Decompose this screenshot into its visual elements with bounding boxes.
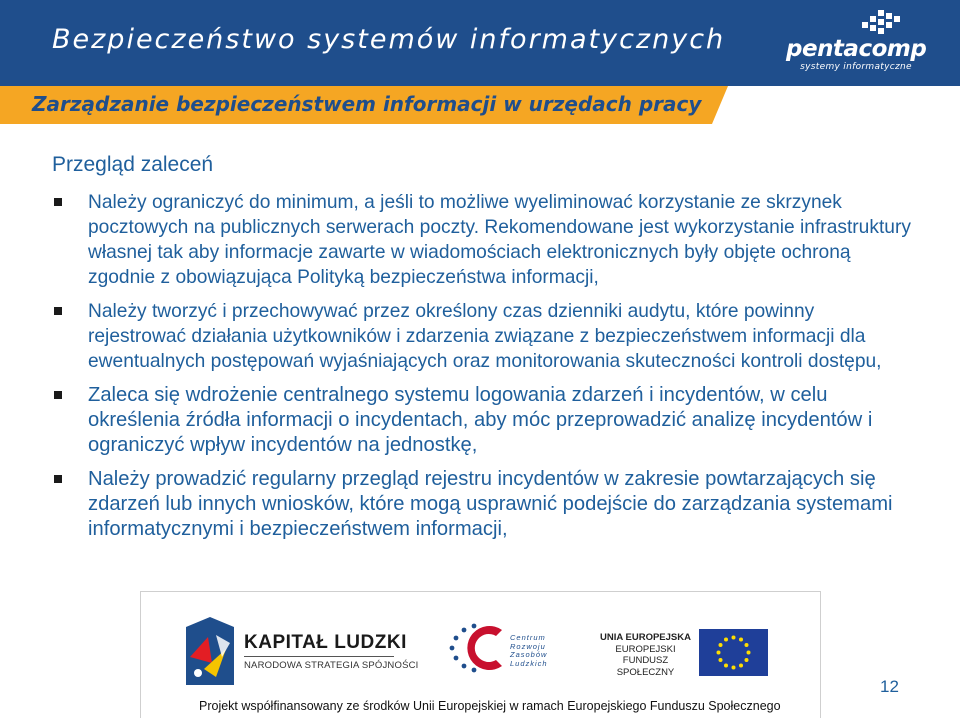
- pentacomp-logo: [786, 10, 936, 78]
- crzl-line: Zasobów: [510, 650, 548, 659]
- eu-star-icon: [719, 658, 723, 662]
- kapital-ludzki-title: KAPITAŁ LUDZKI: [244, 632, 407, 653]
- crzl-logo-icon: [448, 620, 508, 676]
- list-item-text: Zaleca się wdrożenie centralnego systemu logowania zdarzeń i incydentów, w celu określenia źródła informacji o incydentach, aby móc przeprowadzić analizę incydentów i ograniczyć wpływ incydentów na jednostkę,: [88, 384, 873, 456]
- crzl-line: Ludzkich: [510, 658, 548, 668]
- list-item-text: Należy ograniczyć do minimum, a jeśli to możliwe wyeliminować korzystanie ze skrzynek pocztowych na publicznych serwerach poczty. Rekomendowane jest wykorzystanie infrastruktury własnej tak aby informacje zawarte w wiadomościach elektronicznych były objęte ochroną zgodnie z obowiązująca Polityką bezpieczeństwa informacji,: [88, 192, 911, 288]
- eu-line-3: FUNDUSZ SPOŁECZNY: [616, 655, 675, 678]
- crzl-line: Rozwoju: [510, 641, 546, 651]
- list-item: [52, 383, 912, 458]
- crzl-wordmark: [510, 634, 548, 668]
- cofinancing-note: Projekt współfinansowany ze środków Unii Europejskiej w ramach Europejskiego Funduszu Społecznego: [199, 699, 781, 713]
- list-item: [52, 467, 912, 542]
- eu-star-icon: [719, 643, 723, 647]
- logo-wordmark: pentacomp: [786, 36, 927, 62]
- eu-star-icon: [744, 643, 748, 647]
- slide-content: [52, 152, 912, 551]
- eu-star-icon: [724, 663, 728, 667]
- eu-star-icon: [744, 658, 748, 662]
- eu-star-icon: [739, 663, 743, 667]
- logo-tagline: systemy informatyczne: [800, 62, 912, 72]
- section-title: Zarządzanie bezpieczeństwem informacji w urzędach pracy: [32, 92, 702, 116]
- eu-star-icon: [724, 638, 728, 642]
- eu-star-icon: [732, 636, 736, 640]
- list-item: [52, 190, 912, 290]
- eu-line-2: EUROPEJSKI: [615, 643, 676, 655]
- list-item-text: Należy tworzyć i przechowywać przez określony czas dzienniki audytu, które powinny rejestrować działania użytkowników i zdarzenia związane z bezpieczeństwem informacji dla ewentualnych postępowań wyjaśniających oraz monitorowania skuteczności kontroli dostępu,: [88, 301, 882, 372]
- kapital-ludzki-logo-icon: [186, 617, 234, 685]
- presentation-title: Bezpieczeństwo systemów informatycznych: [52, 24, 726, 55]
- square-bullet-icon: [54, 198, 62, 206]
- eu-fund-label: [598, 632, 693, 678]
- crzl-line: Centrum: [510, 633, 546, 642]
- eu-flag-icon: [699, 629, 768, 676]
- recommendations-heading: Przegląd zaleceń: [52, 153, 214, 176]
- eu-star-icon: [717, 651, 721, 655]
- list-item-text: Należy prowadzić regularny przegląd rejestru incydentów w zakresie powtarzających się zdarzeń lub innych wniosków, które mogą usprawnić podejście do zarządzania systemami informatycznymi i bezpieczeństwem informacji,: [88, 468, 893, 540]
- eu-star-icon: [732, 666, 736, 670]
- page-number: 12: [880, 677, 899, 696]
- kapital-divider: [244, 656, 394, 657]
- eu-line-1: UNIA EUROPEJSKA: [600, 632, 691, 643]
- recommendations-list: [52, 190, 912, 542]
- eu-star-icon: [739, 638, 743, 642]
- square-bullet-icon: [54, 307, 62, 315]
- kapital-subtitle: NARODOWA STRATEGIA SPÓJNOŚCI: [244, 660, 419, 671]
- square-bullet-icon: [54, 475, 62, 483]
- square-bullet-icon: [54, 391, 62, 399]
- eu-star-icon: [747, 651, 751, 655]
- header-band: [0, 0, 960, 86]
- list-item: [52, 299, 912, 374]
